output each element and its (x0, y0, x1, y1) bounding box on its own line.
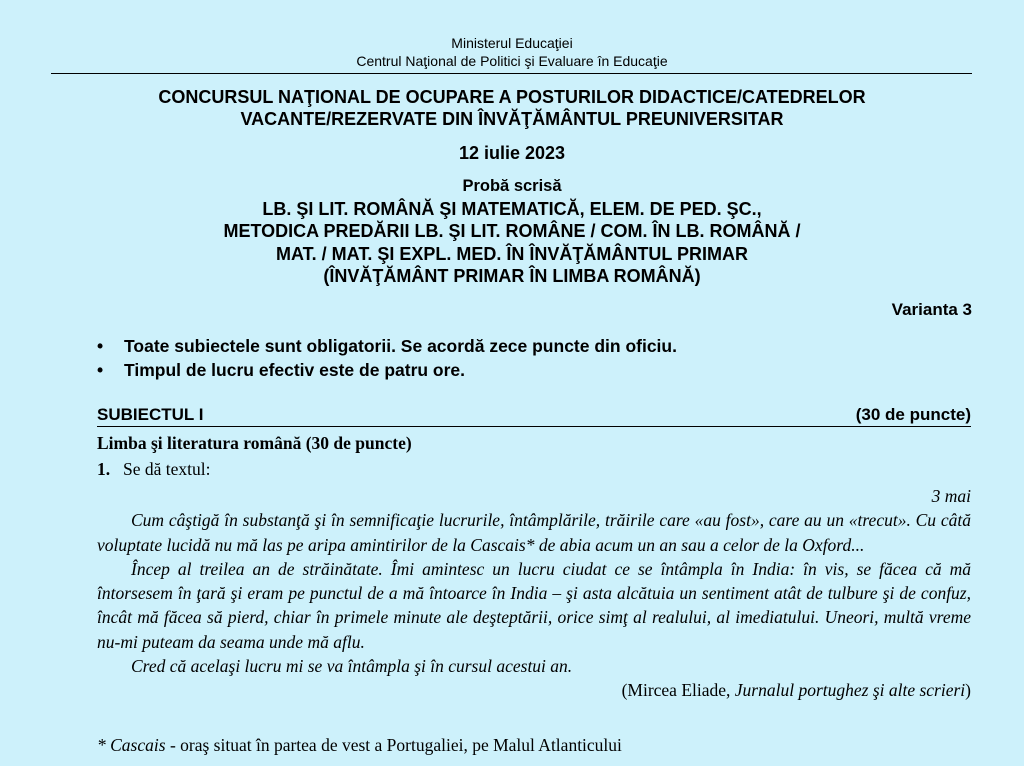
exam-subject-line-3: MAT. / MAT. ŞI EXPL. MED. ÎN ÎNVĂŢĂMÂNTUL PRIMAR (276, 243, 748, 264)
instruction-item: • Toate subiectele sunt obligatorii. Se acordă zece puncte din oficiu. (97, 334, 677, 358)
subject-title: SUBIECTUL I (97, 405, 204, 424)
passage-paragraph-3: Cred că acelaşi lucru mi se va întâmpla şi în cursul acestui an. (131, 656, 573, 677)
exam-title-line-2: VACANTE/REZERVATE DIN ÎNVĂŢĂMÂNTUL PREUNIVERSITAR (240, 109, 784, 129)
variant-label: Varianta 3 (891, 300, 972, 319)
ministry-name: Ministerul Educaţiei (451, 35, 573, 51)
literary-passage (97, 484, 971, 703)
footnote-text: - oraş situat în partea de vest a Portugaliei, pe Malul Atlanticului (165, 735, 622, 755)
instruction-item: • Timpul de lucru efectiv este de patru ore. (97, 358, 677, 382)
exam-type: Probă scrisă (462, 177, 562, 195)
exam-subject-line-2: METODICA PREDĂRII LB. ŞI LIT. ROMÂNE / COM. ÎN LB. ROMÂNĂ / (223, 221, 801, 241)
exam-subject-block (0, 175, 1024, 288)
item-number: 1. (97, 459, 111, 479)
exam-subject-line-1: LB. ŞI LIT. ROMÂNĂ ŞI MATEMATICĂ, ELEM. DE PED. ŞC., (262, 198, 762, 219)
item-text: Se dă textul: (123, 459, 211, 479)
subsection-heading (97, 431, 971, 455)
subsection-name: Limba şi literatura română (97, 433, 302, 453)
subject-heading (97, 404, 971, 427)
passage-paragraph-2: Încep al treilea an de străinătate. Îmi amintesc un lucru ciudat ce se întâmpla în India: în vis, se făcea că mă întorsesem în ţară şi eram pe punctul de a mă întoarce în India – şi asta alcătuia un sentiment atât de tulbure şi de confuz, încât mă făcea să pierd, chiar în primele minute ale deşteptării, orice simţ al realului, al imediatului. Uneori, multă vreme nu-mi puteam da seama unde mă aflu. (97, 558, 971, 652)
exam-subject-line-4: (ÎNVĂŢĂMÂNT PRIMAR ÎN LIMBA ROMÂNĂ) (323, 266, 701, 286)
instructions-list (97, 334, 677, 382)
footnote (97, 733, 622, 757)
passage-date: 3 mai (931, 486, 971, 506)
source-close: ) (965, 680, 971, 701)
footnote-term: * Cascais (97, 735, 166, 755)
header-divider (51, 73, 972, 74)
document-header (0, 34, 1024, 70)
exam-title (0, 86, 1024, 130)
passage-paragraph-1: Cum câştigă în substanţă şi în semnificaţie lucrurile, întâmplările, trăirile care «au fost», care au un «trecut». Cu câtă voluptate lucidă nu mă las pe aripa amintirilor de la Cascais* de abia acum un an sau a celor de la Oxford... (97, 510, 971, 555)
item-1 (97, 457, 971, 481)
exam-date: 12 iulie 2023 (458, 143, 566, 163)
subsection-points: (30 de puncte) (305, 433, 412, 453)
center-name: Centrul Naţional de Politici şi Evaluare în Educaţie (356, 53, 668, 69)
exam-title-line-1: CONCURSUL NAŢIONAL DE OCUPARE A POSTURILOR DIDACTICE/CATEDRELOR (158, 87, 866, 107)
source-work: Jurnalul portughez şi alte scrieri (734, 680, 966, 701)
passage-source (97, 678, 971, 702)
subject-points: (30 de puncte) (855, 405, 971, 424)
source-author: (Mircea Eliade, (621, 680, 731, 701)
